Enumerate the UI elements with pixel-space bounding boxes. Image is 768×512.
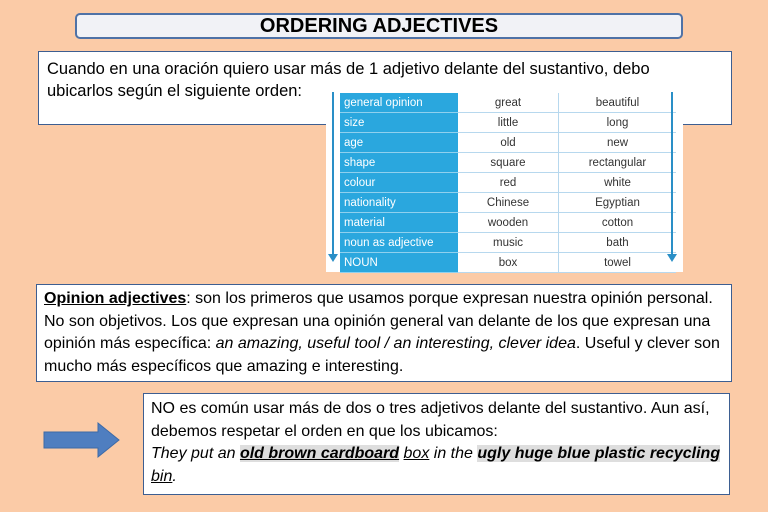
table-row (340, 213, 676, 233)
example-cell-1: little (458, 113, 559, 133)
category-cell: colour (340, 173, 458, 193)
category-cell: material (340, 213, 458, 233)
highlight-adjectives-1: old brown cardboard (239, 445, 400, 462)
opinion-adjectives-box (36, 284, 732, 382)
page-title: ORDERING ADJECTIVES (75, 13, 683, 39)
opinion-example: an amazing, useful tool / an interesting, clever idea (215, 335, 576, 352)
adjective-order-table (326, 82, 683, 272)
example-cell-1: box (458, 253, 559, 273)
example-cell-2: cotton (559, 213, 677, 233)
example-cell-1: wooden (458, 213, 559, 233)
example-cell-2: beautiful (559, 93, 677, 113)
example-cell-2: white (559, 173, 677, 193)
noun-box: box (403, 445, 430, 462)
example-cell-2: bath (559, 233, 677, 253)
highlight-adjectives-2: ugly huge blue plastic recycling (477, 445, 721, 462)
example-cell-1: red (458, 173, 559, 193)
category-cell: age (340, 133, 458, 153)
note-box (143, 393, 730, 495)
table-row (340, 133, 676, 153)
category-cell: nationality (340, 193, 458, 213)
example-cell-2: long (559, 113, 677, 133)
table-row (340, 93, 676, 113)
example-cell-2: Egyptian (559, 193, 677, 213)
order-arrow-right-icon (671, 92, 673, 260)
table-row (340, 113, 676, 133)
category-cell: size (340, 113, 458, 133)
table-row (340, 253, 676, 273)
order-arrow-left-icon (332, 92, 334, 260)
example-cell-1: square (458, 153, 559, 173)
intro-line-2: ubicarlos según el siguiente orden: (47, 82, 303, 100)
example-sentence: They put an old brown cardboard box in the ugly huge blue plastic recycling bin. (151, 445, 721, 485)
example-cell-1: Chinese (458, 193, 559, 213)
example-cell-2: towel (559, 253, 677, 273)
example-cell-1: old (458, 133, 559, 153)
category-cell: NOUN (340, 253, 458, 273)
category-cell: general opinion (340, 93, 458, 113)
table-row (340, 233, 676, 253)
noun-bin: bin (151, 467, 173, 485)
category-cell: shape (340, 153, 458, 173)
example-cell-2: new (559, 133, 677, 153)
right-arrow-icon (42, 421, 122, 459)
note-text: NO es común usar más de dos o tres adjetivos delante del sustantivo. Aun así, debemos respetar el orden en que los ubicamos: (151, 400, 710, 440)
example-cell-1: great (458, 93, 559, 113)
example-cell-2: rectangular (559, 153, 677, 173)
intro-line-1: Cuando en una oración quiero usar más de 1 adjetivo delante del sustantivo, debo (47, 60, 650, 78)
opinion-heading: Opinion adjectives (44, 290, 187, 307)
example-cell-1: music (458, 233, 559, 253)
opinion-text: : son los primeros que usamos porque expresan nuestra opinión personal. No son objetivos. Los que expresan una opinión general van delante de los que expresan una opinión más específica: (44, 290, 713, 352)
table-row (340, 193, 676, 213)
category-cell: noun as adjective (340, 233, 458, 253)
table-row (340, 153, 676, 173)
table-row (340, 173, 676, 193)
opinion-text-end: . Useful y clever son mucho más específicos que amazing e interesting. (44, 335, 720, 375)
